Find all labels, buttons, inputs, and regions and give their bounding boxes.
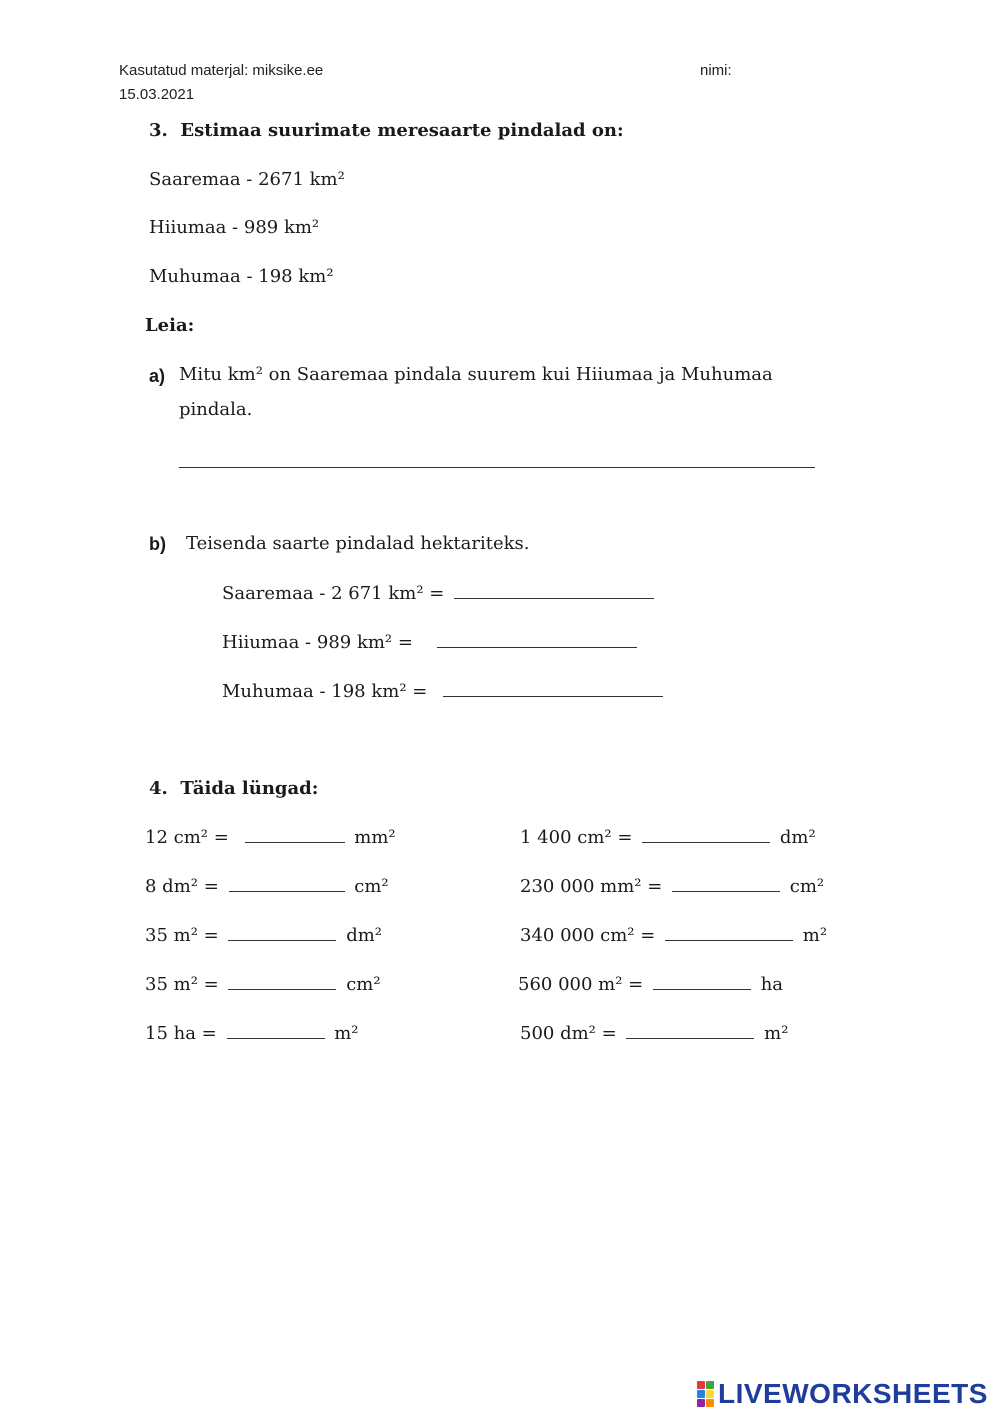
logo-block [706,1399,714,1407]
task3-heading [149,120,624,141]
island-muhumaa: Muhumaa - 198 km² [149,266,334,287]
answer-hiiumaa-blank[interactable] [437,631,637,648]
exercise-prefix: 8 dm² = [145,876,219,897]
island-hiiumaa: Hiiumaa - 989 km² [149,217,320,238]
exercise-blank[interactable] [228,924,336,941]
exercise-blank[interactable] [653,973,751,990]
convert-saaremaa [222,582,658,604]
exercise-unit: ha [760,974,784,995]
exercise-blank[interactable] [672,875,780,892]
exercise-unit: cm² [789,876,825,897]
name-label: nimi: [700,62,732,79]
logo-block [706,1390,714,1398]
task3-title: Estimaa suurimate meresaarte pindalad on: [180,120,624,141]
exercise-left-5 [145,1022,359,1044]
logo-block [697,1390,705,1398]
exercise-right-3 [520,924,827,946]
exercise-blank[interactable] [665,924,793,941]
question-a-label: a) [149,366,166,386]
convert-hiiumaa [222,631,641,653]
exercise-unit: cm² [354,876,389,897]
exercise-blank[interactable] [245,826,345,843]
exercise-unit: m² [802,925,828,946]
exercise-blank[interactable] [626,1022,754,1039]
logo-blocks-icon [697,1381,714,1407]
exercise-blank[interactable] [228,973,336,990]
convert-muhumaa-label: Muhumaa - 198 km² = [222,681,428,702]
question-b-text: Teisenda saarte pindalad hektariteks. [186,533,530,554]
exercise-unit: mm² [354,827,396,848]
find-label: Leia: [145,315,195,336]
exercise-prefix: 340 000 cm² = [520,925,656,946]
exercise-unit: m² [764,1023,789,1044]
exercise-unit: m² [334,1023,359,1044]
exercise-left-2 [145,875,389,897]
exercise-blank[interactable] [229,875,345,892]
exercise-right-4 [518,973,783,995]
liveworksheets-logo[interactable] [697,1378,988,1410]
logo-block [697,1381,705,1389]
answer-saaremaa-blank[interactable] [454,582,654,599]
date-text: 15.03.2021 [119,86,195,103]
exercise-blank[interactable] [227,1022,325,1039]
exercise-unit: dm² [779,827,816,848]
convert-saaremaa-label: Saaremaa - 2 671 km² = [222,583,445,604]
exercise-prefix: 35 m² = [145,925,219,946]
exercise-right-2 [520,875,824,897]
task4-title: Täida lüngad: [180,778,319,799]
exercise-blank[interactable] [642,826,770,843]
exercise-left-1 [145,826,396,848]
task4-number: 4. [149,778,168,799]
exercise-prefix: 35 m² = [145,974,219,995]
logo-block [706,1381,714,1389]
exercise-unit: cm² [346,974,381,995]
exercise-prefix: 230 000 mm² = [520,876,663,897]
answer-muhumaa-blank[interactable] [443,680,663,697]
question-a-line1: Mitu km² on Saaremaa pindala suurem kui Hiiumaa ja Muhumaa [179,364,773,385]
exercise-unit: dm² [346,925,382,946]
exercise-left-4 [145,973,381,995]
task3-number: 3. [149,120,168,141]
exercise-prefix: 500 dm² = [520,1023,617,1044]
exercise-prefix: 1 400 cm² = [520,827,633,848]
logo-block [697,1399,705,1407]
exercise-prefix: 560 000 m² = [518,974,644,995]
convert-hiiumaa-label: Hiiumaa - 989 km² = [222,632,413,653]
exercise-right-1 [520,826,816,848]
exercise-left-3 [145,924,382,946]
island-saaremaa: Saaremaa - 2671 km² [149,169,345,190]
question-a-line2: pindala. [179,399,253,420]
logo-text: LIVEWORKSHEETS [718,1378,988,1409]
exercise-prefix: 15 ha = [145,1023,217,1044]
exercise-prefix: 12 cm² = [145,827,229,848]
source-text: Kasutatud materjal: miksike.ee [119,62,324,79]
exercise-right-5 [520,1022,788,1044]
convert-muhumaa [222,680,667,702]
question-b-label: b) [149,534,166,554]
task4-heading [149,778,318,799]
answer-a-line[interactable] [179,467,815,468]
